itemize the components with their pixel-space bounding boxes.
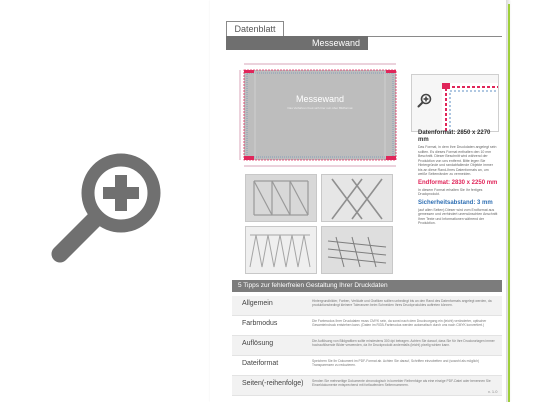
end-format-heading: Endformat: 2830 x 2250 mm [418,179,498,186]
datasheet-tab: Datenblatt [226,21,284,37]
page-title: Messewand [226,36,368,50]
tips-table [232,296,502,396]
photo-frame-folding [245,226,317,274]
tip-row [232,356,502,376]
tip-row [232,376,502,396]
format-diagram [238,60,402,170]
zoom-in-icon[interactable] [46,141,172,267]
diagram-subtitle: Das Verfahren freut sich hier rein über Bildformat [287,106,353,110]
detail-zoom-icon[interactable] [417,92,433,108]
safety-margin-text: (auf allen Seiten) Dieser wird vom Endformat aus gemessen und verhindert unerwünschten Anschnitt Ihrer Texte und Informationen während der Produktion. [418,207,498,225]
tip-label: Dateiformat [242,360,279,367]
tip-row [232,296,502,316]
tip-row [232,316,502,336]
safety-margin-heading: Sicherheitsabstand: 3 mm [418,199,493,206]
tip-label: Farbmodus [242,320,278,327]
tip-label: Allgemein [242,300,273,307]
tip-text: Hintergrundbilder, Farben, Verläufe und Grafiken sollten unbedingt bis an den Rand des Datenformats angelegt werden, da produktionsbedingt kleinere Toleranzen beim Schneiden Ihres Druckproduktes auftreten können. [312,299,492,308]
tip-text: Speichern Sie Ihr Dokument im PDF-Format ab. Achten Sie darauf, Schriften einzubetten und (sowohl als möglich) Transparenzen zu reduzieren. [312,359,480,368]
photo-frame-detail [321,174,393,222]
tips-heading: 5 Tipps zur fehlerfreien Gestaltung Ihrer Druckdaten [232,280,502,292]
data-format-text: Das Format, in dem Ihre Druckdaten angelegt sein sollten. Es dieses Format enthalten den 10 mm Beschnitt. Dieser Beschnitt wird während der Produktion von uns entfernt. Bitte legen Sie Hintergründe und randabfallende Objekte immer bis an diese Rand-Ihres Datenformats an, um weiße Seitenränder zu vermeiden. [418,145,497,176]
photo-frame-collapsed [321,226,393,274]
end-format-text: In diesem Format erhalten Sie Ihr fertiges Druckprodukt. [418,187,483,196]
tip-text: Die Farbmodus Ihrer Druckdaten muss CMYK sein, da sonst nach dem Druckvorgang ein (leicht) veränderter, optischer Gesamteindruck entstehen kann. (Daten im RGB-Farbmodus werden automatisch durch uns nach CMYK konvertiert.) [312,319,487,328]
tip-text: Die Auflösung von Bildgrafiken sollte mindestens 300 dpi betragen. Achten Sie darauf, dass Sie für Ihre Druckvorlagen immer hochauflösende Bilder verwenden, da Ihr Druckprodukt andernfalls (leicht) pixelig wirken kann. [312,339,495,348]
format-info [418,130,498,229]
tip-label: Auflösung [242,340,274,347]
diagram-title: Messewand [295,94,345,104]
data-format-heading: Datenformat: 2850 x 2270 mm [418,130,491,143]
tip-label: Seiten(-reihenfolge) [242,380,304,387]
page-number: v. 1.0 [488,389,498,394]
page-edge-accent [508,4,510,402]
photo-frame-front [245,174,317,222]
tip-text: Senden Sie mehrseitige Dokumente chronologisch in korrekter Reihenfolge als eine einzige PDF-Datei oder benennen Sie Einzeldokumente entsprechend mit fortlaufenden Seitennummern. [312,379,491,388]
tip-row [232,336,502,356]
